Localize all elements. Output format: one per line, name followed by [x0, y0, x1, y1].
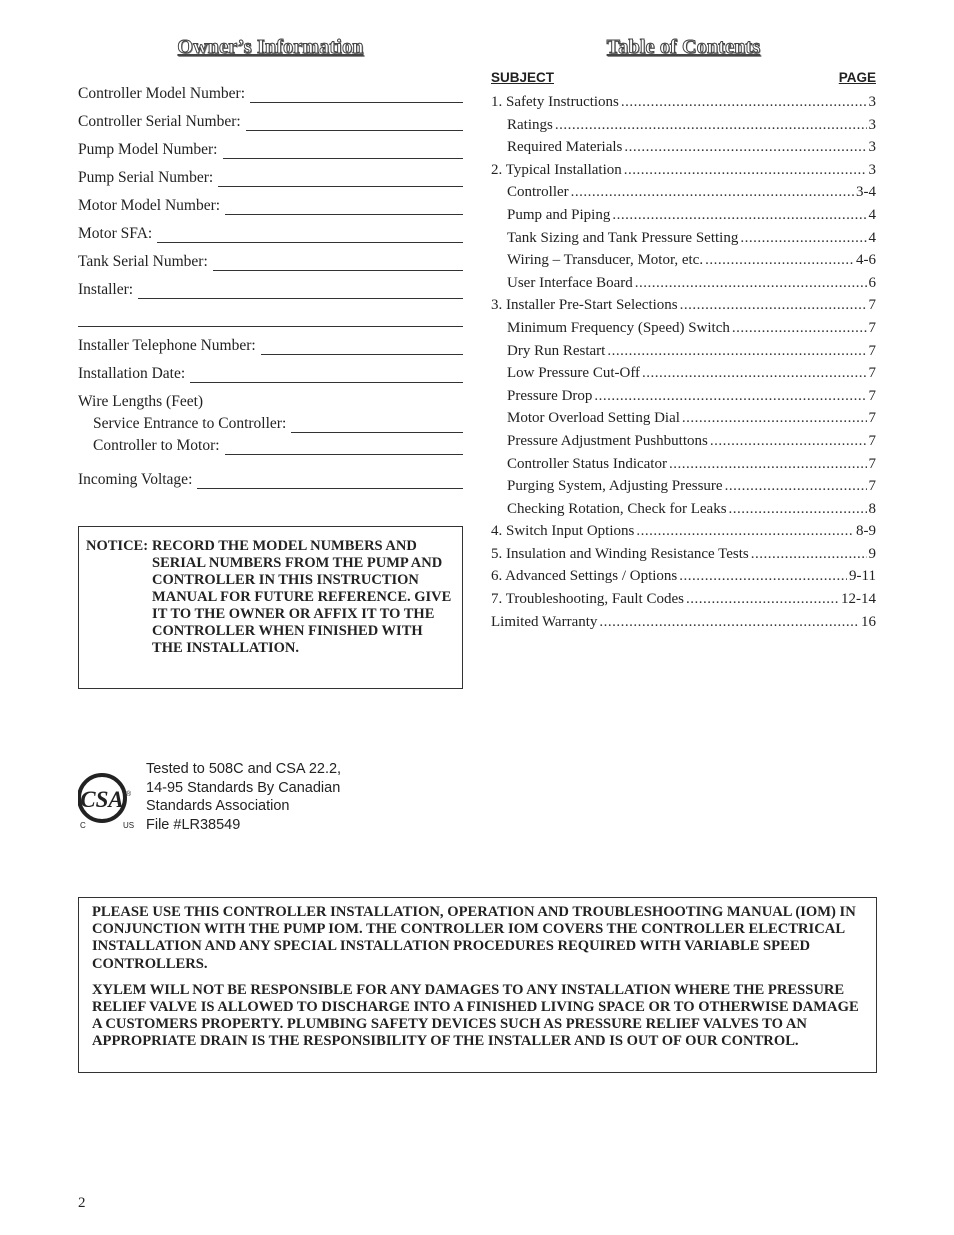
dot-leader — [729, 499, 867, 519]
toc-entry-title: Pressure Adjustment Pushbuttons — [507, 432, 708, 449]
toc-entry-title: Pump and Piping — [507, 206, 611, 223]
toc-entry-title: 7. Troubleshooting, Fault Codes — [491, 591, 684, 608]
toc-entry-title: 5. Insulation and Winding Resistance Tests — [491, 545, 749, 562]
tank-serial-field[interactable] — [78, 245, 463, 273]
fill-line[interactable] — [291, 420, 463, 433]
field-label: Tank Serial Number: — [78, 253, 208, 270]
toc-entry-title: 6. Advanced Settings / Options — [491, 568, 678, 585]
field-label: Installer Telephone Number: — [78, 337, 256, 354]
toc-entry[interactable] — [491, 341, 876, 364]
fill-line[interactable] — [218, 174, 463, 187]
installation-date-field[interactable] — [78, 357, 463, 385]
dot-leader — [642, 363, 866, 383]
field-label: Service Entrance to Controller: — [93, 415, 287, 432]
fill-line[interactable] — [190, 370, 463, 383]
toc-entry-page: 3 — [868, 116, 876, 133]
toc-entry-title: User Interface Board — [507, 274, 633, 291]
field-label: Pump Serial Number: — [78, 169, 214, 186]
toc-entry[interactable] — [491, 137, 876, 160]
dot-leader — [682, 408, 867, 428]
toc-entry-page: 4 — [868, 206, 876, 223]
controller-to-motor-field[interactable] — [78, 435, 463, 457]
toc-entry-title: Controller — [507, 184, 569, 201]
toc-entry-title: Controller Status Indicator — [507, 455, 667, 472]
fill-line[interactable] — [246, 118, 463, 131]
table-of-contents-title: Table of Contents — [606, 36, 761, 58]
toc-entry-page: 7 — [868, 455, 876, 472]
toc-header — [491, 70, 876, 92]
toc-entry-page: 7 — [868, 387, 876, 404]
dot-leader — [680, 295, 867, 315]
toc-entry-title: Low Pressure Cut-Off — [507, 365, 641, 382]
toc-entry-page: 3 — [868, 139, 876, 156]
dot-leader — [607, 341, 866, 361]
page-number: 2 — [78, 1195, 86, 1211]
toc-entry-page: 7 — [868, 478, 876, 495]
toc-entry-title: Limited Warranty — [491, 613, 598, 630]
toc-entry-page: 8-9 — [856, 523, 876, 540]
service-entrance-field[interactable] — [78, 413, 463, 435]
csa-line: 14-95 Standards By Canadian — [146, 779, 341, 796]
dot-leader — [612, 205, 866, 225]
toc-entry-page: 6 — [868, 274, 876, 291]
toc-entry[interactable] — [491, 499, 876, 522]
notice-box — [78, 526, 463, 689]
toc-entry-page: 7 — [868, 432, 876, 449]
csa-logo-icon — [78, 766, 140, 830]
pump-model-field[interactable] — [78, 133, 463, 161]
toc-entry-title: 4. Switch Input Options — [491, 523, 635, 540]
field-label: Controller to Motor: — [93, 437, 220, 454]
csa-logo-registered: ® — [126, 791, 132, 798]
csa-certification — [78, 760, 398, 840]
dot-leader — [624, 160, 867, 180]
incoming-voltage-field[interactable] — [78, 463, 463, 491]
toc-entry[interactable] — [491, 544, 876, 567]
toc-entry[interactable] — [491, 250, 876, 273]
toc-entry-page: 3 — [868, 161, 876, 178]
dot-leader — [635, 273, 867, 293]
toc-entry[interactable] — [491, 205, 876, 228]
csa-logo-c: C — [80, 821, 86, 830]
fill-line[interactable] — [225, 202, 463, 215]
pump-serial-field[interactable] — [78, 161, 463, 189]
dot-leader — [751, 544, 867, 564]
toc-entry-title: Minimum Frequency (Speed) Switch — [507, 319, 730, 336]
toc-entry-page: 4-6 — [856, 252, 876, 269]
toc-entry-title: Motor Overload Setting Dial — [507, 410, 680, 427]
toc-entry[interactable] — [491, 92, 876, 115]
fill-line[interactable] — [250, 90, 463, 103]
toc-entry-page: 7 — [868, 410, 876, 427]
toc-entry-title: Wiring – Transducer, Motor, etc. — [507, 252, 704, 269]
field-label: Incoming Voltage: — [78, 471, 193, 488]
motor-sfa-field[interactable] — [78, 217, 463, 245]
fill-line[interactable] — [213, 258, 463, 271]
fill-line[interactable] — [138, 286, 463, 299]
toc-entry-title: 2. Typical Installation — [491, 161, 622, 178]
toc-entry-title: Dry Run Restart — [507, 342, 606, 359]
dot-leader — [710, 431, 867, 451]
toc-entry-title: Purging System, Adjusting Pressure — [507, 478, 723, 495]
field-label: Installer: — [78, 281, 134, 298]
table-of-contents — [491, 70, 876, 634]
owner-information-form — [78, 77, 463, 491]
notice-label: NOTICE: — [86, 538, 149, 554]
toc-entry[interactable] — [491, 566, 876, 589]
toc-subject-header: SUBJECT — [491, 70, 555, 85]
toc-entry[interactable] — [491, 273, 876, 296]
fill-line[interactable] — [197, 476, 463, 489]
dot-leader — [686, 589, 839, 609]
dot-leader — [624, 137, 866, 157]
fill-line[interactable] — [157, 230, 463, 243]
toc-entry[interactable] — [491, 612, 876, 635]
dot-leader — [740, 228, 866, 248]
toc-entry-title: Pressure Drop — [507, 387, 593, 404]
dot-leader — [555, 115, 867, 135]
toc-entry[interactable] — [491, 318, 876, 341]
fill-line[interactable] — [223, 146, 464, 159]
notice-text: RECORD THE MODEL NUMBERS AND SERIAL NUMBERS FROM THE PUMP AND CONTROLLER IN THIS INSTRUCTION MANUAL FOR FUTURE REFERENCE. GIVE IT TO THE OWNER OR AFFIX IT TO THE CONTROLLER WHEN FINISHED WITH THE INSTALLATION. — [152, 538, 452, 656]
motor-model-field[interactable] — [78, 189, 463, 217]
warning-paragraph-liability: XYLEM WILL NOT BE RESPONSIBLE FOR ANY DAMAGES TO ANY INSTALLATION WHERE THE PRESSURE RELIEF VALVE IS ALLOWED TO DISCHARGE INTO A FINISHED LIVING SPACE OR TO OTHERWISE DAMAGE A CUSTOMERS PROPERTY. PLUMBING SAFETY DEVICES SUCH AS PRESSURE RELIEF VALVES TO AN APPROPRIATE DRAIN IS THE RESPONSIBILITY OF THE INSTALLER AND IS OUT OF OUR CONTROL. — [92, 981, 859, 1050]
fill-line[interactable] — [225, 442, 463, 455]
toc-entry[interactable] — [491, 182, 876, 205]
toc-entry[interactable] — [491, 521, 876, 544]
toc-entry-page: 8 — [868, 500, 876, 517]
dot-leader — [732, 318, 867, 338]
csa-line: Tested to 508C and CSA 22.2, — [146, 761, 342, 777]
toc-entry[interactable] — [491, 115, 876, 138]
dot-leader — [705, 250, 854, 270]
dot-leader — [599, 612, 859, 632]
field-label: Installation Date: — [78, 365, 186, 382]
toc-entry[interactable] — [491, 228, 876, 251]
toc-entry-page: 4 — [868, 229, 876, 246]
csa-logo-us: US — [123, 821, 135, 830]
dot-leader — [636, 521, 854, 541]
toc-entry[interactable] — [491, 160, 876, 183]
toc-entry[interactable] — [491, 363, 876, 386]
wire-lengths-heading — [78, 385, 463, 413]
csa-line: Standards Association — [146, 798, 290, 814]
toc-entry[interactable] — [491, 589, 876, 612]
toc-entry-page: 7 — [868, 297, 876, 314]
toc-entry[interactable] — [491, 476, 876, 499]
warning-paragraph-iom: PLEASE USE THIS CONTROLLER INSTALLATION, OPERATION AND TROUBLESHOOTING MANUAL (IOM) IN CONJUNCTION WITH THE PUMP IOM. THE CONTROLLER IOM COVERS THE CONTROLLER ELECTRICAL INSTALLATION AND ANY SPECIAL INSTALLATION PROCEDURES REQUIRED WITH VARIABLE SPEED CONTROLLERS. — [92, 904, 856, 972]
field-label: Motor SFA: — [78, 225, 153, 242]
controller-serial-field[interactable] — [78, 105, 463, 133]
toc-entry[interactable] — [491, 408, 876, 431]
dot-leader — [621, 92, 867, 112]
csa-line: File #LR38549 — [146, 816, 241, 833]
dot-leader — [594, 386, 866, 406]
toc-entry[interactable] — [491, 386, 876, 409]
warning-box — [78, 897, 877, 1073]
csa-text — [146, 760, 341, 834]
toc-entry-page: 7 — [868, 319, 876, 336]
toc-entry-page: 9-11 — [849, 568, 876, 585]
fill-line[interactable] — [78, 314, 463, 327]
toc-page-header: PAGE — [838, 70, 876, 85]
toc-entry-page: 3 — [868, 94, 876, 110]
toc-entry-title: Checking Rotation, Check for Leaks — [507, 500, 727, 517]
fill-line[interactable] — [261, 342, 463, 355]
dot-leader — [679, 566, 847, 586]
toc-entry[interactable] — [491, 454, 876, 477]
field-label: Motor Model Number: — [78, 197, 221, 214]
toc-entry-page: 9 — [868, 545, 876, 562]
csa-logo-letters: CSA — [80, 787, 124, 812]
toc-entry-page: 3-4 — [856, 184, 876, 201]
installer-field[interactable] — [78, 273, 463, 301]
installer-telephone-field[interactable] — [78, 329, 463, 357]
toc-entry[interactable] — [491, 295, 876, 318]
toc-entry-title: Ratings — [507, 116, 553, 133]
controller-model-field[interactable] — [78, 77, 463, 105]
owner-information-title: Owner’s Information — [177, 36, 364, 58]
dot-leader — [571, 182, 854, 202]
field-label: Pump Model Number: — [78, 141, 218, 158]
field-label: Controller Serial Number: — [78, 113, 241, 130]
dot-leader — [725, 476, 867, 496]
toc-entry-title: 3. Installer Pre-Start Selections — [491, 297, 678, 314]
field-label: Wire Lengths (Feet) — [78, 393, 204, 410]
dot-leader — [669, 454, 867, 474]
toc-entry-page: 7 — [868, 365, 876, 382]
installer-field-continuation[interactable] — [78, 301, 463, 329]
toc-entry-page: 7 — [868, 342, 876, 359]
toc-entry-title: Required Materials — [507, 139, 623, 156]
toc-entry-title: Tank Sizing and Tank Pressure Setting — [507, 229, 739, 246]
toc-entry-title: 1. Safety Instructions — [491, 94, 619, 110]
toc-entry[interactable] — [491, 431, 876, 454]
field-label: Controller Model Number: — [78, 85, 246, 102]
toc-entry-page: 12-14 — [841, 591, 876, 608]
toc-entry-page: 16 — [861, 613, 876, 630]
